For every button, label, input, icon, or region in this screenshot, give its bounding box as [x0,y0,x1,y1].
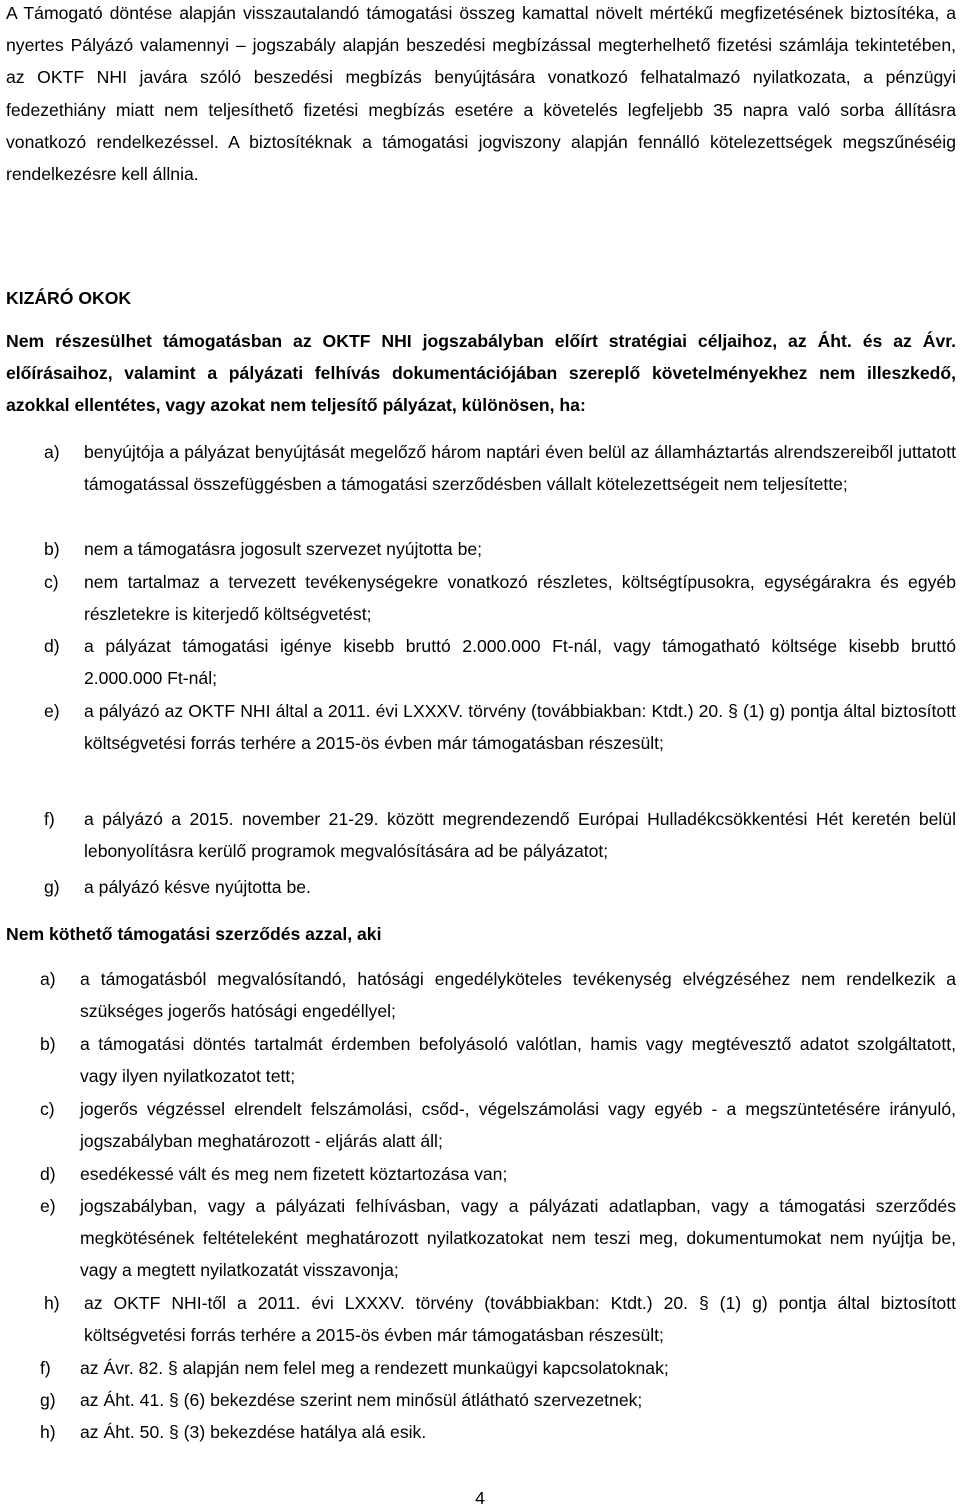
exclusion-intro: Nem részesülhet támogatásban az OKTF NHI jogszabályban előírt stratégiai céljaihoz, az Áht. és az Ávr. előírásaihoz, valamint a pályázati felhívás dokumentációjában szereplő követelményekhez nem illeszkedő, azokkal ellentétes, vagy azokat nem teljesítő pályázat, különösen, ha: [6,331,956,416]
list-letter: d) [40,1164,56,1184]
list-letter: b) [40,1034,56,1054]
list-text: a pályázó késve nyújtotta be. [84,877,311,897]
list-text: a pályázat támogatási igénye kisebb bruttó 2.000.000 Ft-nál, vagy támogatható költsége kisebb bruttó 2.000.000 Ft-nál; [84,636,956,689]
contract-heading: Nem köthető támogatási szerződés azzal, aki [6,924,382,944]
intro-paragraph: A Támogató döntése alapján visszautalandó támogatási összeg kamattal növelt mértékű megfizetésének biztosítéka, a nyertes Pályázó valamennyi – jogszabály alapján beszedési megbízással megterhelhető fizetési számlája tekintetében, az OKTF NHI javára szóló beszedési megbízás benyújtására vonatkozó felhatalmazó nyilatkozata, a pénzügyi fedezethiány miatt nem teljesíthető fizetési megbízás esetére a követelés legfeljebb 35 napra való sorba állításra vonatkozó rendelkezéssel. A biztosítéknak a támogatási jogviszony alapján fennálló kötelezettségek megszűnéséig rendelkezésre kell állnia. [6,3,956,185]
list-text: a pályázó a 2015. november 21-29. között megrendezendő Európai Hulladékcsökkentési Hét keretén belül lebonyolításra kerülő programok megvalósítására ad be pályázatot; [84,809,956,862]
list-letter: a) [40,969,56,989]
list-item [40,1384,956,1416]
list-item [44,695,956,759]
list-letter: h) [44,1293,60,1313]
list-text: az Ávr. 82. § alapján nem felel meg a rendezett munkaügyi kapcsolatoknak; [80,1358,669,1378]
list-text: nem a támogatásra jogosult szervezet nyújtotta be; [84,539,483,559]
list-letter: c) [40,1099,55,1119]
list-text: az OKTF NHI-től a 2011. évi LXXXV. törvény (továbbiakban: Ktdt.) 20. § (1) g) pontja által biztosított költségvetési forrás terhére a 2015-ös évben már támogatásban részesült; [84,1293,956,1346]
list-item [44,1287,956,1351]
list-text: a támogatásból megvalósítandó, hatósági engedélyköteles tevékenység elvégzéséhez nem rendelkezik a szükséges jogerős hatósági engedéllyel; [80,969,956,1022]
list-letter: e) [44,701,60,721]
list-text: a pályázó az OKTF NHI által a 2011. évi LXXXV. törvény (továbbiakban: Ktdt.) 20. § (1) g) pontja által biztosított költségvetési forrás terhére a 2015-ös évben már támogatásban részesült; [84,701,956,754]
list-letter: a) [44,442,60,462]
list-item [40,1158,956,1190]
list-text: esedékessé vált és meg nem fizetett köztartozása van; [80,1164,508,1184]
list-item [40,1093,956,1157]
list-text: az Áht. 50. § (3) bekezdése hatálya alá esik. [80,1422,427,1442]
list-item [44,630,956,694]
list-item [40,1416,956,1448]
list-item [40,1190,956,1287]
list-letter: b) [44,539,60,559]
list-item [44,436,956,500]
list-text: az Áht. 41. § (6) bekezdése szerint nem minősül átlátható szervezetnek; [80,1390,643,1410]
list-letter: c) [44,572,59,592]
list-item [40,963,956,1027]
list-text: benyújtója a pályázat benyújtását megelőző három naptári éven belül az államháztartás alrendszereiből juttatott támogatással összefüggésben a támogatási szerződésben vállalt kötelezettségeit nem teljesítette; [84,442,956,495]
list-item [44,871,956,903]
list-item [44,803,956,867]
list-letter: e) [40,1196,56,1216]
list-item [44,533,956,565]
list-text: jogszabályban, vagy a pályázati felhívásban, vagy a pályázati adatlapban, vagy a támogatási szerződés megkötésének feltételeként meghatározott nyilatkozatokat nem teszi meg, dokumentumokat nem nyújtja be, vagy a megtett nyilatkozatát visszavonja; [80,1196,956,1281]
list-letter: g) [44,877,60,897]
list-text: a támogatási döntés tartalmát érdemben befolyásoló valótlan, hamis vagy megtévesztő adatot szolgáltatott, vagy ilyen nyilatkozatot tett; [80,1034,956,1087]
list-letter: f) [44,809,55,829]
list-item [40,1028,956,1092]
list-letter: f) [40,1358,51,1378]
list-letter: h) [40,1422,56,1442]
list-letter: d) [44,636,60,656]
list-item [40,1352,956,1384]
list-text: nem tartalmaz a tervezett tevékenységekre vonatkozó részletes, költségtípusokra, egységárakra és egyéb részletekre is kiterjedő költségvetést; [84,572,956,625]
page-number: 4 [475,1488,485,1508]
list-letter: g) [40,1390,56,1410]
list-text: jogerős végzéssel elrendelt felszámolási, csőd-, végelszámolási vagy egyéb - a megszüntetésére irányuló, jogszabályban meghatározott - eljárás alatt áll; [80,1099,956,1152]
list-item [44,566,956,630]
exclusion-heading: KIZÁRÓ OKOK [6,288,132,308]
